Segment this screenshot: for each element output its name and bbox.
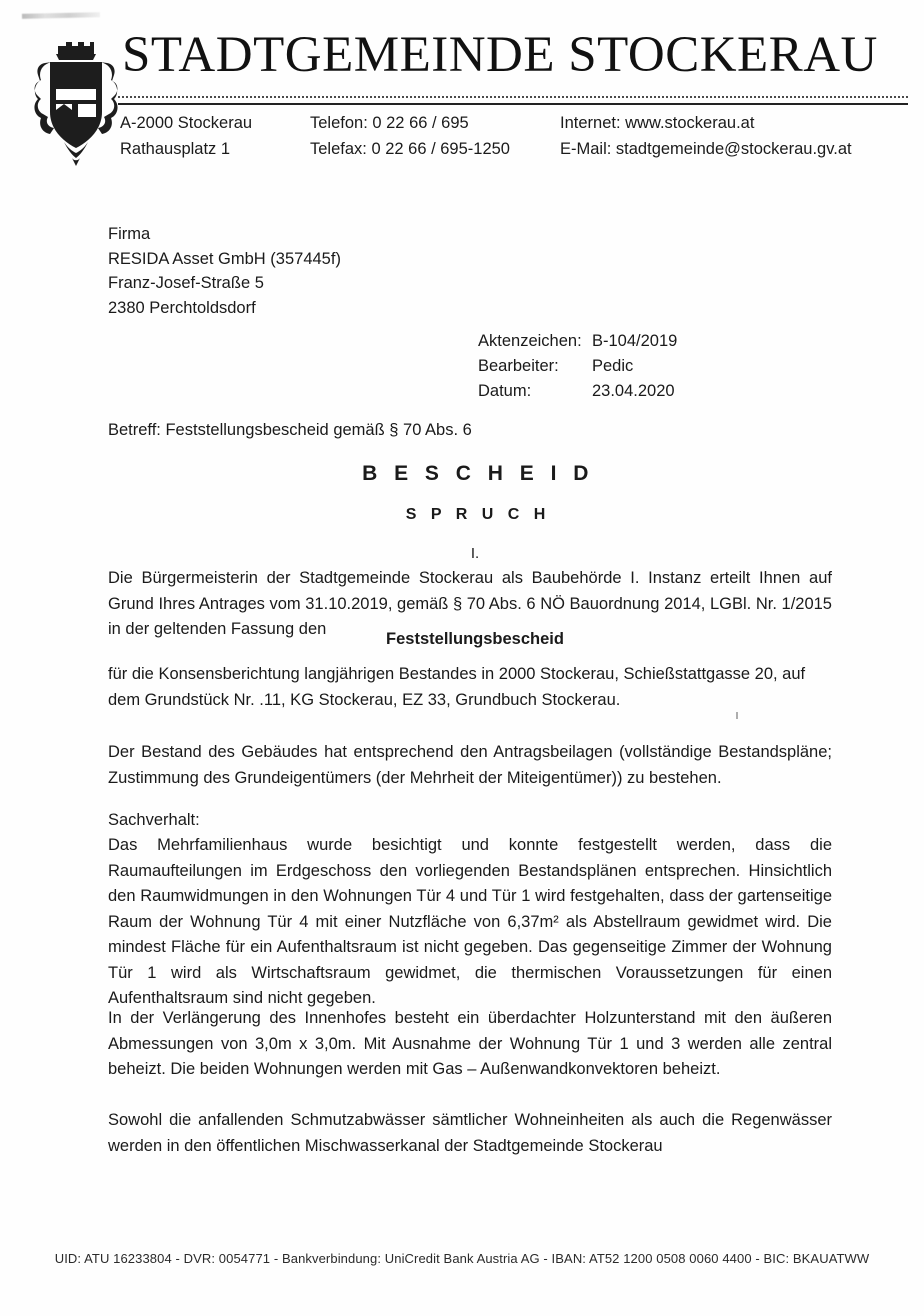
contact-info <box>120 110 910 162</box>
sachverhalt-label: Sachverhalt: <box>108 811 200 829</box>
phone-number: Telefon: 0 22 66 / 695 <box>310 114 469 132</box>
footer-bank-details: UID: ATU 16233804 - DVR: 0054771 - Bankverbindung: UniCredit Bank Austria AG - IBAN: AT52 1200 0508 0060 4400 - BIC: BKAUATWW <box>54 1251 870 1266</box>
bearbeiter-value: Pedic <box>592 357 634 375</box>
organization-name: STADTGEMEINDE STOCKERAU <box>122 27 878 83</box>
header-rule-solid <box>118 103 908 105</box>
recipient-line-4: 2380 Perchtoldsdorf <box>108 298 256 317</box>
recipient-line-3: Franz-Josef-Straße 5 <box>108 274 264 292</box>
bearbeiter-label: Bearbeiter: <box>478 357 559 375</box>
reference-row-aktenzeichen <box>478 329 677 354</box>
recipient-line-1: Firma <box>108 225 151 243</box>
subheading-feststellungsbescheid: Feststellungsbescheid <box>386 630 564 648</box>
subject-line: Betreff: Feststellungsbescheid gemäß § 70 Abs. 6 <box>108 421 472 439</box>
paragraph-sachverhalt-1: Das Mehrfamilienhaus wurde besichtigt und konnte festgestellt werden, dass die Raumaufteilungen im Erdgeschoss den vorliegenden Bestandsplänen entsprechen. Hinsichtlich den Raumwidmungen in den Wohnungen Tür 4 und Tür 1 wird festgehalten, dass der gartenseitige Raum der Wohnung Tür 4 mit einer Nutzfläche von 6,37m² als Abstellraum gewidmet wird. Die mindest Fläche für ein Aufenthaltsraum ist nicht gegeben. Das gegenseitige Zimmer der Wohnung Tür 1 wird als Wirtschaftsraum gewidmet, die thermischen Voraussetzungen für einen Aufenthaltsraum sind nicht gegeben. <box>108 836 832 1007</box>
fax-number: Telefax: 0 22 66 / 695-1250 <box>310 140 510 158</box>
scan-speck <box>736 712 738 719</box>
document-title: B E S C H E I D <box>362 462 594 485</box>
postal-address-line1: A-2000 Stockerau <box>120 114 253 132</box>
datum-label: Datum: <box>478 382 532 400</box>
section-heading-spruch: S P R U C H <box>405 506 551 523</box>
paragraph-bestand: Der Bestand des Gebäudes hat entsprechend den Antragsbeilagen (vollständige Bestandspläne; Zustimmung des Grundeigentümers (der Mehrheit der Miteigentümer)) zu bestehen. <box>108 743 832 787</box>
website-url: Internet: www.stockerau.at <box>560 114 755 132</box>
contact-row <box>120 110 910 136</box>
paragraph-intro: Die Bürgermeisterin der Stadtgemeinde Stockerau als Baubehörde I. Instanz erteilt Ihnen auf Grund Ihres Antrages vom 31.10.2019, gemäß § 70 Abs. 6 NÖ Bauordnung 2014, LGBl. Nr. 1/2015 in der geltenden Fassung den <box>108 569 832 638</box>
coat-of-arms-icon <box>28 32 124 172</box>
email-address: E-Mail: stadtgemeinde@stockerau.gv.at <box>560 140 852 158</box>
scan-artifact <box>22 12 100 19</box>
postal-address-line2: Rathausplatz 1 <box>120 140 231 158</box>
contact-row <box>120 136 910 162</box>
recipient-line-2: RESIDA Asset GmbH (357445f) <box>108 249 341 268</box>
header-rule-dotted <box>118 96 908 98</box>
letterhead <box>0 26 924 171</box>
paragraph-property: für die Konsensberichtung langjährigen Bestandes in 2000 Stockerau, Schießstattgasse 20, auf dem Grundstück Nr. .11, KG Stockerau, EZ 33, Grundbuch Stockerau. <box>108 665 806 709</box>
recipient-address <box>108 222 341 320</box>
datum-value: 23.04.2020 <box>592 382 675 400</box>
aktenzeichen-label: Aktenzeichen: <box>478 332 582 350</box>
reference-row-datum <box>478 379 677 404</box>
section-numeral: I. <box>470 545 480 562</box>
paragraph-sachverhalt-3: Sowohl die anfallenden Schmutzabwässer sämtlicher Wohneinheiten als auch die Regenwässer werden in den öffentlichen Mischwasserkanal der Stadtgemeinde Stockerau <box>108 1111 832 1155</box>
reference-block <box>478 329 677 404</box>
paragraph-sachverhalt-2: In der Verlängerung des Innenhofes besteht ein überdachter Holzunterstand mit den äußeren Abmessungen von 3,0m x 3,0m. Mit Ausnahme der Wohnung Tür 1 und 3 werden alle zentral beheizt. Die beiden Wohnungen werden mit Gas – Außenwandkonvektoren beheizt. <box>108 1009 832 1078</box>
aktenzeichen-value: B-104/2019 <box>592 332 678 350</box>
reference-row-bearbeiter <box>478 354 677 379</box>
